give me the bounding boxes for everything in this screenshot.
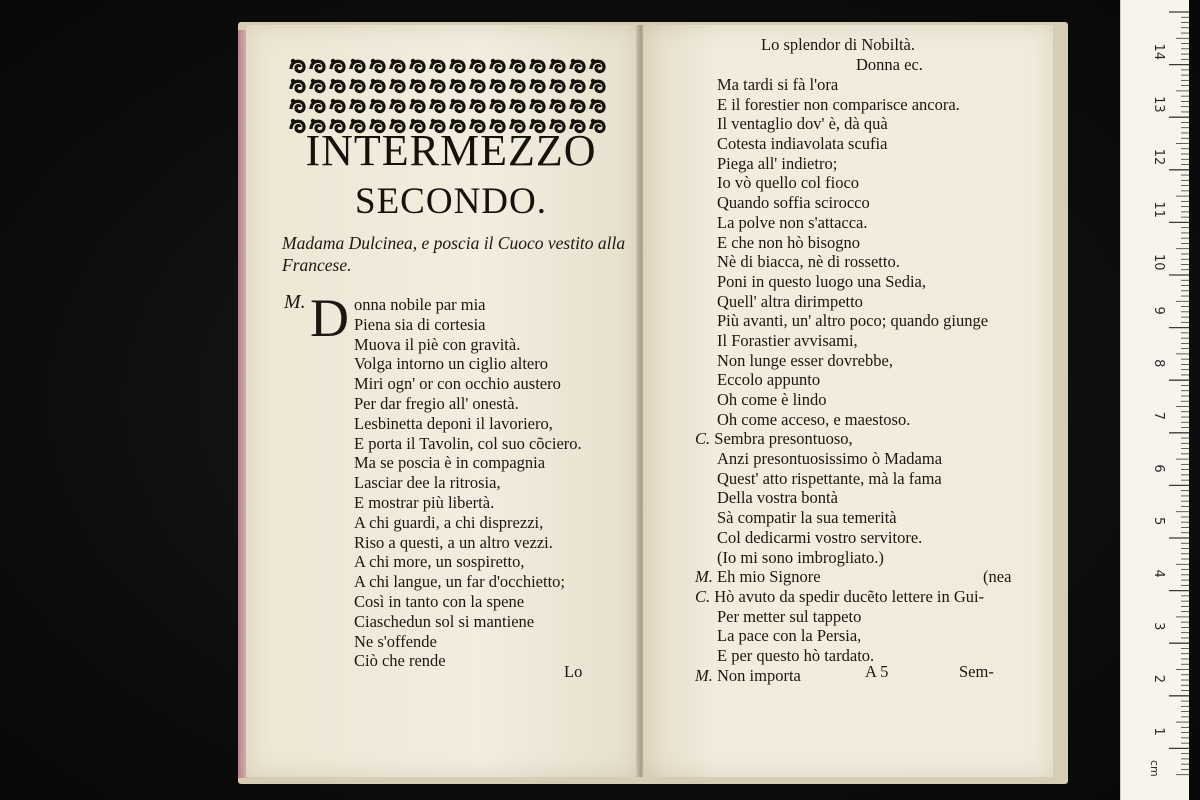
dialogue-line [695,429,1045,449]
verse-line: Ma se poscia è in compagnia [354,453,546,473]
dialogue-text: Oh come è lindo [717,390,827,409]
verse-block [354,295,624,671]
dialogue-text: Col dedicarmi vostro servitore. [717,527,923,547]
dialogue-line [695,173,1045,193]
speaker-tag: M. [695,567,717,587]
dialogue-line [695,390,1045,410]
dialogue-text: E che non hò bisogno [717,232,860,252]
ruler-unit: cm [1148,760,1161,777]
dialogue-line [695,567,1045,587]
dialogue-line [695,370,1045,390]
dialogue-line [695,292,1045,312]
verse-line: A chi langue, un far d'occhietto; [354,572,565,592]
dialogue-text: Eccolo appunto [717,370,821,390]
dialogue-text: Il ventaglio dov' è, dà quà [717,114,888,134]
dialogue-line [695,272,1045,292]
page-subtitle: SECONDO. [355,181,547,222]
dialogue-line [695,607,1045,627]
ruler-label: 13 [1151,96,1166,113]
dialogue-text: Non importa [717,665,801,685]
ruler-label: 12 [1151,148,1166,166]
dialogue-line [695,449,1045,469]
dialogue-line [695,587,1045,607]
dialogue-text: Oh come acceso, e maestoso. [717,409,911,429]
dialogue-text: Piega all' indietro; [717,153,838,173]
dialogue-text: Cotesta indiavolata scufia [717,134,888,154]
ruler-label: 8 [1151,359,1166,368]
ruler-label: 9 [1151,306,1166,315]
dialogue-line [695,233,1045,253]
dialogue-text: Sembra presontuoso, [714,429,853,449]
speaker-tag: M. [695,665,717,685]
page-title: INTERMEZZO [305,126,597,175]
left-page [246,25,639,777]
drop-cap: D [310,288,349,348]
dialogue-text: Quando soffia scirocco [717,193,870,213]
dialogue-block [695,75,1045,685]
dialogue-text: Della vostra bontà [717,488,838,508]
dialogue-text: Non lunge esser dovrebbe, [717,350,893,370]
dialogue-line [695,134,1045,154]
verse-line: A chi guardi, a chi disprezzi, [354,512,544,532]
verse-line: E porta il Tavolin, col suo cõciero. [354,433,582,453]
dialogue-text: Io vò quello col fioco [717,173,860,193]
ruler-label: 5 [1151,516,1166,526]
verse-line: E mostrar più libertà. [354,492,495,512]
verse-line: Per dar fregio all' onestà. [354,393,519,413]
dialogue-text: Ma tardi si fà l'ora [717,75,839,94]
dialogue-text: Quest' atto rispettante, mà la fama [717,468,942,488]
dialogue-line [695,626,1045,646]
dialogue-text: Hò avuto da spedir ducẽto lettere in Gui- [714,586,985,606]
ruler-label: 14 [1151,43,1166,61]
ruler-label: 10 [1151,253,1166,271]
dialogue-text: Nè di biacca, nè di rossetto. [717,252,900,272]
dialogue-text: Sà compatir la sua temerità [717,508,897,528]
verse-line: Lesbinetta deponi il lavoriero, [354,413,553,433]
dialogue-line [695,528,1045,548]
dialogue-text: Eh mio Signore [717,567,821,587]
dialogue-text: La pace con la Persia, [717,626,862,646]
dialogue-text: E il forestier non comparisce ancora. [717,94,960,114]
dialogue-line [695,410,1045,430]
dialogue-line [695,213,1045,233]
dialogue-line [695,154,1045,174]
right-page [643,25,1053,777]
signature-mark: A 5 [865,662,889,681]
dialogue-line [695,351,1045,371]
verse-line: A chi more, un sospiretto, [354,552,525,572]
ruler-label: 6 [1151,464,1166,473]
dialogue-text: Per metter sul tappeto [717,606,862,626]
dialogue-line [695,114,1045,134]
ruler-label: 4 [1151,569,1166,578]
refrain-line: Lo splendor di Nobiltà. [761,35,915,54]
catchword: Sem- [959,662,994,681]
dialogue-line [695,508,1045,528]
stage-direction: Madama Dulcinea, e poscia il Cuoco vestito alla Francese. [282,233,626,275]
ruler-label: 11 [1151,201,1166,218]
dialogue-text: Più avanti, un' altro poco; quando giunge [717,311,989,331]
dialogue-text: Il Forastier avvisami, [717,330,858,350]
verse-line: Ciò che rende [354,651,446,671]
dialogue-line [695,75,1045,95]
verse-line: Volga intorno un ciglio altero [354,354,548,374]
dialogue-line [695,311,1045,331]
dialogue-line [695,469,1045,489]
dialogue-text: Anzi presontuosissimo ò Madama [717,449,943,469]
verse-line: Piena sia di cortesia [354,314,486,334]
ruler-label: 7 [1151,411,1166,421]
dialogue-line [695,488,1045,508]
dialogue-text: (Io mi sono imbrogliato.) [717,547,884,567]
verse-line: Lasciar dee la ritrosia, [354,473,501,493]
ruler-label: 2 [1151,674,1166,684]
ruler-scale [1121,0,1189,800]
ruler-label: 1 [1151,727,1166,736]
verse-line: Miri ogn' or con occhio austero [354,374,561,394]
verse-line: Riso a questi, a un altro vezzi. [354,532,553,552]
dialogue-text: La polve non s'attacca. [717,212,868,232]
measurement-ruler [1120,0,1189,800]
speaker-tag: C. [695,429,715,449]
dialogue-line [695,95,1045,115]
dialogue-line [695,193,1045,213]
dialogue-line [695,331,1045,351]
refrain-cue: Donna ec. [856,55,923,74]
verse-line: onna nobile par mia [354,295,486,314]
dialogue-line [695,252,1045,272]
verse-line: Ciaschedun sol si mantiene [354,611,535,631]
dialogue-text: Quell' altra dirimpetto [717,291,863,311]
verse-line: Muova il piè con gravità. [354,334,521,354]
speaker-tag: C. [695,586,715,606]
dialogue-text: Poni in questo luogo una Sedia, [717,271,926,291]
verse-line: Ne s'offende [354,631,437,651]
overflow-word: (nea [983,567,1012,587]
dialogue-text: E per questo hò tardato. [717,645,875,665]
ruler-label: 3 [1151,622,1166,631]
dialogue-line [695,548,1045,568]
catchword: Lo [564,662,583,681]
speaker-tag: M. [284,291,306,313]
verse-line: Così in tanto con la spene [354,591,525,611]
